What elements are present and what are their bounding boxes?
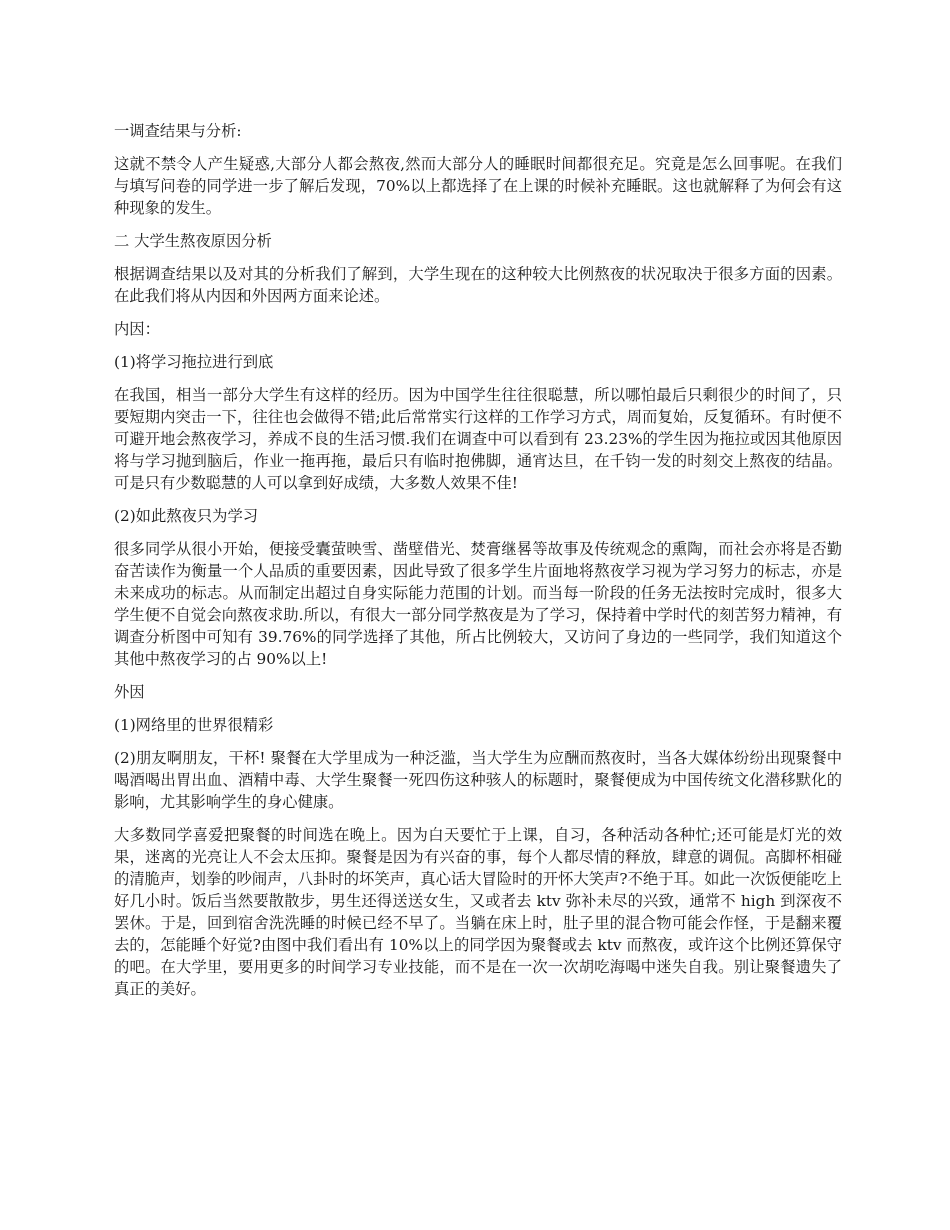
section-heading-survey-results: 一调查结果与分析: xyxy=(114,122,242,140)
heading-study-only: (2)如此熬夜只为学习 xyxy=(114,507,259,525)
paragraph-evening-gatherings: 大多数同学喜爱把聚餐的时间选在晚上。因为白天要忙于上课，自习，各种活动各种忙;还可能是灯光的效果，迷离的光亮让人不会太压抑。聚餐是因为有兴奋的事，每个人都尽情的释放，肆意的调侃。高脚杯相碰的清脆声，划拳的吵闹声，八卦时的坏笑声，真心话大冒险时的开怀大笑声?不绝于耳。如此一次饭便能吃上好几小时。饭后当然要散散步，男生还得送送女生，又或者去 ktv 弥补未尽的兴致，通常不 high 到深夜不罢休。于是，回到宿舍洗洗睡的时候已经不早了。当躺在床上时，肚子里的混合物可能会作怪，于是翻来覆去的，怎能睡个好觉?由图中我们看出有 10%以上的同学因为聚餐或去 ktv 而熬夜，或许这个比例还算保守的吧。在大学里，要用更多的时间学习专业技能，而不是在一次一次胡吃海喝中迷失自我。别让聚餐遗失了真正的美好。 xyxy=(114,826,842,998)
heading-external-causes: 外因 xyxy=(114,683,145,701)
section-heading-cause-analysis: 二 大学生熬夜原因分析 xyxy=(114,232,272,250)
heading-internal-causes: 内因： xyxy=(114,320,160,338)
paragraph-study-only: 很多同学从很小开始，便接受囊萤映雪、凿壁借光、焚膏继晷等故事及传统观念的熏陶，而社会亦将是否勤奋苦读作为衡量一个人品质的重要因素，因此导致了很多学生片面地将熬夜学习视为学习努力的标志，亦是未来成功的标志。从而制定出超过自身实际能力范围的计划。而当每一阶段的任务无法按时完成时，很多大学生便不自觉会向熬夜求助.所以，有很大一部分同学熬夜是为了学习，保持着中学时代的刻苦努力精神，有调查分析图中可知有 39.76%的同学选择了其他，所占比例较大，又访问了身边的一些同学，我们知道这个其他中熬夜学习的占 90%以上! xyxy=(114,540,842,668)
heading-procrastination: (1)将学习拖拉进行到底 xyxy=(114,353,274,371)
paragraph-friends-dinners: (2)朋友啊朋友，干杯! 聚餐在大学里成为一种泛滥，当大学生为应酬而熬夜时，当各大媒体纷纷出现聚餐中喝酒喝出胃出血、酒精中毒、大学生聚餐一死四伤这种骇人的标题时，聚餐便成为中国传统文化潜移默化的影响，尤其影响学生的身心健康。 xyxy=(114,749,842,811)
paragraph-procrastination: 在我国，相当一部分大学生有这样的经历。因为中国学生往往很聪慧，所以哪怕最后只剩很少的时间了，只要短期内突击一下，往往也会做得不错;此后常常实行这样的工作学习方式，周而复始，反复循环。有时便不可避开地会熬夜学习，养成不良的生活习惯.我们在调查中可以看到有 23.23%的学生因为拖拉或因其他原因将与学习抛到脑后，作业一拖再拖，最后只有临时抱佛脚，通宵达旦，在千钧一发的时刻交上熬夜的结晶。可是只有少数聪慧的人可以拿到好成绩，大多数人效果不佳! xyxy=(114,386,842,492)
paragraph-cause-intro: 根据调查结果以及对其的分析我们了解到，大学生现在的这种较大比例熬夜的状况取决于很多方面的因素。在此我们将从内因和外因两方面来论述。 xyxy=(114,265,842,305)
paragraph-survey-findings: 这就不禁令人产生疑惑,大部分人都会熬夜,然而大部分人的睡眠时间都很充足。究竟是怎么回事呢。在我们与填写问卷的同学进一步了解后发现，70%以上都选择了在上课的时候补充睡眠。这也就解释了为何会有这种现象的发生。 xyxy=(114,155,842,217)
heading-internet-world: (1)网络里的世界很精彩 xyxy=(114,716,274,734)
document-page xyxy=(114,120,842,1011)
